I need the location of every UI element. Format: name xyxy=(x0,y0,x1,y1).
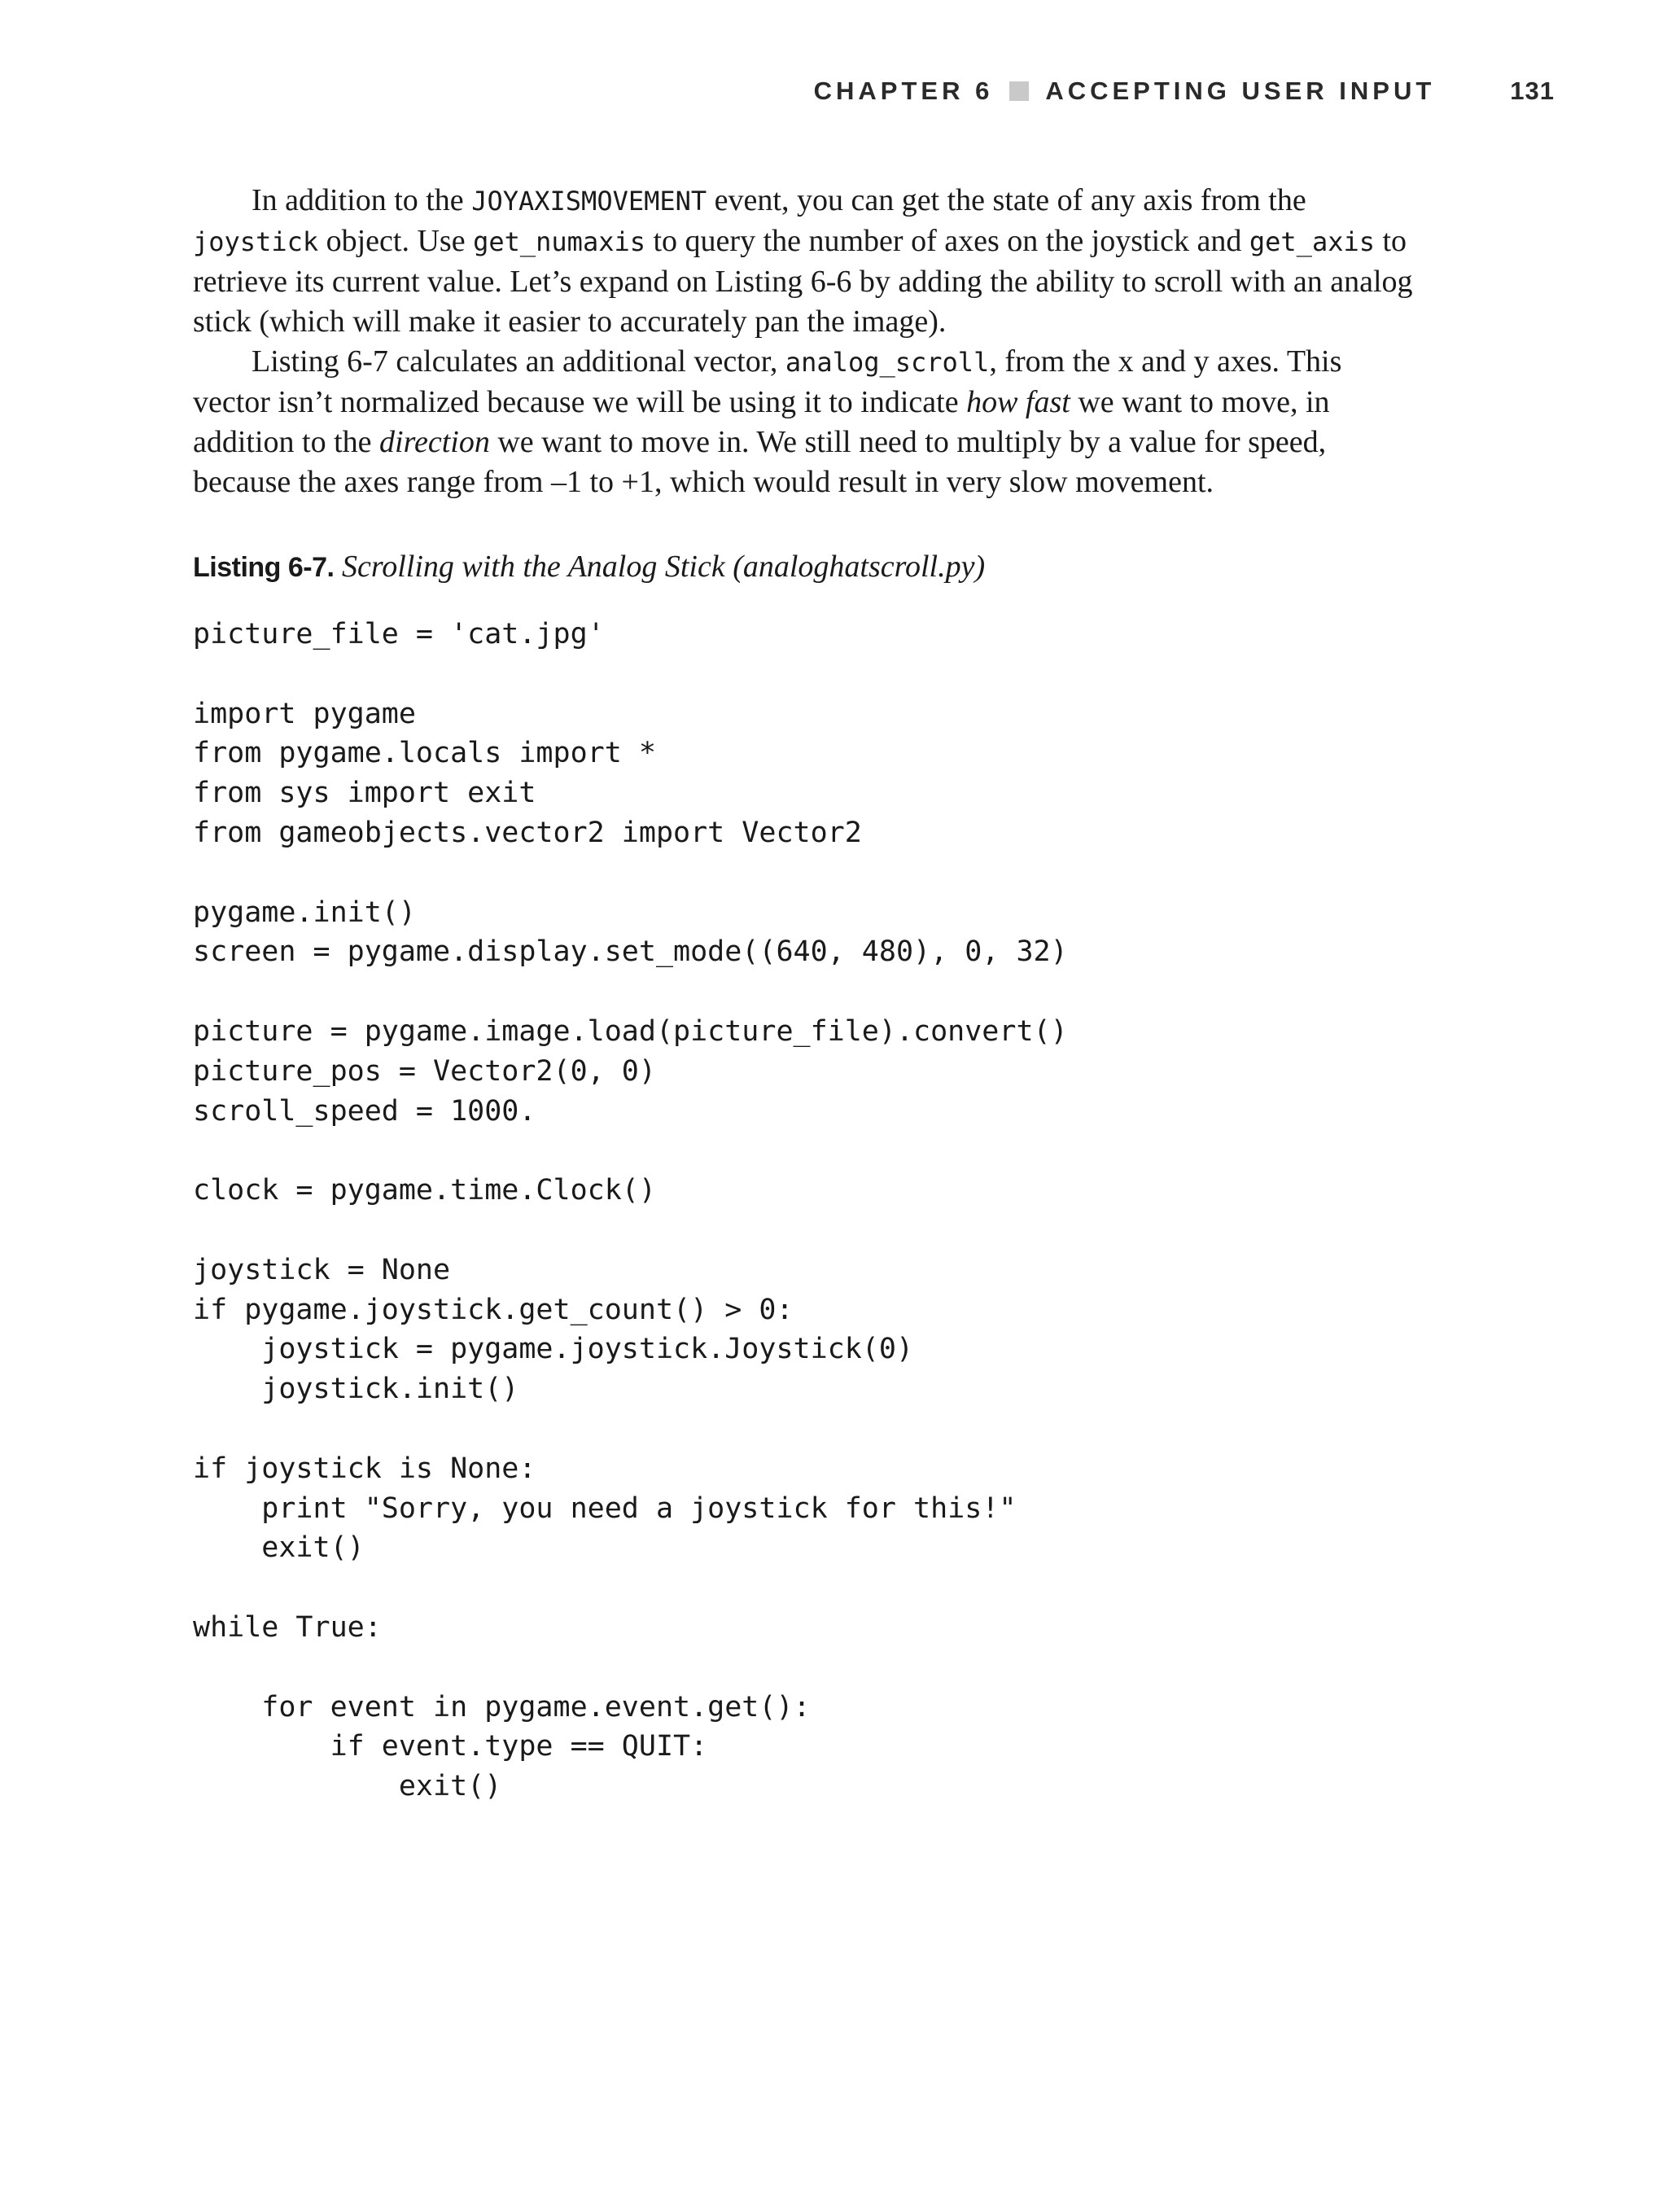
code-line: joystick = None xyxy=(193,1253,451,1286)
code-line xyxy=(193,972,1068,1012)
code-line: exit() xyxy=(193,1770,502,1803)
emphasis-text: direction xyxy=(379,425,490,459)
code-line xyxy=(193,1131,1068,1171)
text-run: event, you can get the state of any axis from the xyxy=(707,183,1306,217)
text-run: to query the number of axes on the joystick and xyxy=(645,224,1249,258)
inline-code: get_axis xyxy=(1249,226,1375,257)
code-line: picture_pos = Vector2(0, 0) xyxy=(193,1054,656,1088)
emphasis-text: how fast xyxy=(966,385,1070,419)
text-run: to retrieve its current value. Let’s expand on Listing 6-6 by adding the ability to scroll with an analog stick (which will make it easier to accurately pan the image). xyxy=(193,224,1413,339)
text-run: object. Use xyxy=(318,224,474,258)
code-line: while True: xyxy=(193,1610,382,1644)
code-line: if joystick is None: xyxy=(193,1452,536,1485)
listing-title: Scrolling with the Analog Stick (analoghatscroll.py) xyxy=(341,550,986,584)
code-line: from gameobjects.vector2 import Vector2 xyxy=(193,816,862,849)
text-run: we want to move, in addition to the xyxy=(193,385,1330,459)
chapter-label: CHAPTER 6 xyxy=(813,77,994,105)
text-run: , from the x and y axes. This vector isn’t normalized because we will be using it to indicate xyxy=(193,344,1342,419)
code-line: joystick.init() xyxy=(193,1373,519,1406)
inline-code: joystick xyxy=(193,226,319,257)
code-line: screen = pygame.display.set_mode((640, 480), 0, 32) xyxy=(193,935,1068,969)
text-run: In addition to the xyxy=(252,183,472,217)
text-run: Listing 6-7 calculates an additional vector, xyxy=(252,344,785,379)
body-text xyxy=(193,181,1414,502)
code-line: for event in pygame.event.get(): xyxy=(193,1690,811,1724)
inline-code: get_numaxis xyxy=(473,226,645,257)
code-listing xyxy=(193,615,1068,1807)
code-line: picture = pygame.image.load(picture_file).convert() xyxy=(193,1014,1068,1048)
listing-caption xyxy=(193,547,985,587)
square-separator-icon xyxy=(1009,81,1029,101)
code-line xyxy=(193,655,1068,694)
code-line: joystick = pygame.joystick.Joystick(0) xyxy=(193,1333,914,1366)
code-line: pygame.init() xyxy=(193,896,416,929)
code-line: if event.type == QUIT: xyxy=(193,1730,708,1763)
code-line: from sys import exit xyxy=(193,777,536,810)
listing-label: Listing 6-7. xyxy=(193,552,335,583)
inline-code: analog_scroll xyxy=(785,347,990,378)
page-number: 131 xyxy=(1510,77,1555,105)
code-line: exit() xyxy=(193,1531,365,1565)
code-line: if pygame.joystick.get_count() > 0: xyxy=(193,1293,794,1326)
section-title: ACCEPTING USER INPUT xyxy=(1045,77,1436,105)
code-line xyxy=(193,1648,1068,1688)
paragraph xyxy=(193,342,1414,502)
code-line xyxy=(193,1211,1068,1251)
inline-code: JOYAXISMOVEMENT xyxy=(471,186,707,217)
running-head xyxy=(814,75,1555,107)
code-line: import pygame xyxy=(193,697,416,730)
code-line xyxy=(193,853,1068,893)
code-line xyxy=(193,1409,1068,1449)
code-line: clock = pygame.time.Clock() xyxy=(193,1174,656,1207)
code-line: print "Sorry, you need a joystick for this!" xyxy=(193,1491,1017,1525)
code-line: from pygame.locals import * xyxy=(193,737,656,770)
code-line: scroll_speed = 1000. xyxy=(193,1094,536,1128)
paragraph xyxy=(193,181,1414,342)
text-run: we want to move in. We still need to multiply by a value for speed, because the axes range from –1 to +1, which would result in very slow movement. xyxy=(193,425,1327,499)
code-line: picture_file = 'cat.jpg' xyxy=(193,618,605,650)
code-line xyxy=(193,1568,1068,1608)
